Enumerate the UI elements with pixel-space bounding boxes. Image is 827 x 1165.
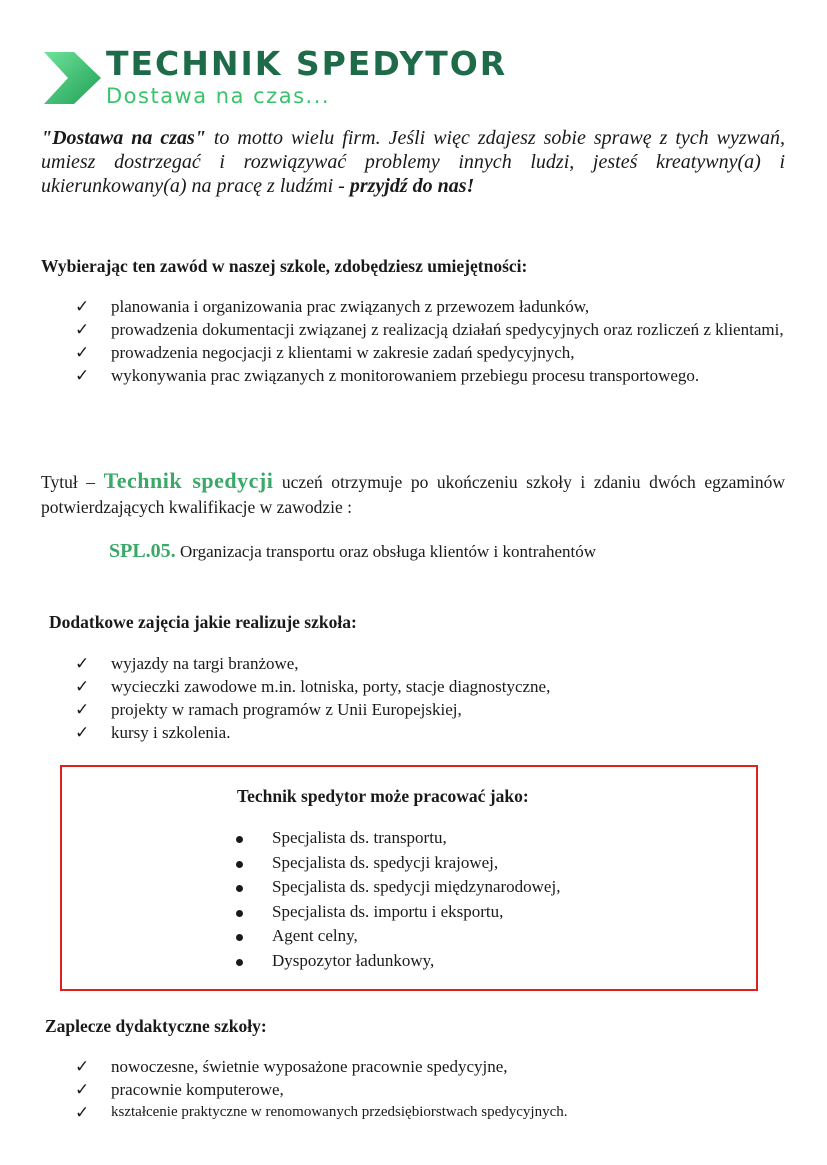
list-item bbox=[236, 826, 560, 851]
extra-list bbox=[41, 652, 785, 744]
facility-text: nowoczesne, świetnie wyposażone pracownie spedycyjne, bbox=[111, 1057, 508, 1076]
job-text: Specjalista ds. spedycji krajowej, bbox=[272, 852, 499, 872]
checkmark-icon: ✓ bbox=[75, 297, 90, 316]
checkmark-icon: ✓ bbox=[75, 366, 90, 385]
facility-text: pracownie komputerowe, bbox=[111, 1080, 284, 1099]
intro-text: to motto wielu firm. Jeśli więc zdajesz sobie sprawę z tych wyzwań, umiesz dostrzegać i rozwiązywać problemy innych ludzi, jesteś kreatywny(a) i ukierunkowany(a) na pracę z ludźmi - bbox=[41, 127, 785, 197]
skills-heading: Wybierając ten zawód w naszej szkole, zdobędziesz umiejętności: bbox=[41, 256, 528, 276]
list-item bbox=[41, 295, 785, 318]
job-text: Specjalista ds. spedycji międzynarodowej, bbox=[272, 877, 561, 896]
jobs-heading: Technik spedytor może pracować jako: bbox=[237, 786, 529, 806]
skill-text: planowania i organizowania prac związanych z przewozem ładunków, bbox=[111, 297, 590, 316]
bullet-icon bbox=[236, 934, 243, 941]
checkmark-icon: ✓ bbox=[75, 677, 90, 696]
job-text: Dyspozytor ładunkowy, bbox=[272, 950, 435, 970]
checkmark-icon: ✓ bbox=[75, 1057, 90, 1076]
skills-list bbox=[41, 295, 785, 387]
extra-text: kursy i szkolenia. bbox=[111, 723, 231, 742]
intro-quote: "Dostawa na czas" bbox=[41, 127, 206, 149]
list-item bbox=[41, 721, 785, 744]
list-item bbox=[41, 652, 785, 675]
skill-text: prowadzenia negocjacji z klientami w zakresie zadań spedycyjnych, bbox=[111, 343, 575, 362]
intro-cta: przyjdź do nas! bbox=[349, 175, 475, 197]
list-item bbox=[236, 900, 560, 925]
qualification-code: SPL.05. bbox=[109, 540, 176, 562]
intro-paragraph bbox=[41, 126, 785, 198]
checkmark-icon: ✓ bbox=[75, 343, 90, 362]
list-item bbox=[41, 1055, 785, 1078]
skill-text: wykonywania prac związanych z monitorowaniem przebiegu procesu transportowego. bbox=[111, 366, 700, 385]
list-item bbox=[41, 698, 785, 721]
checkmark-icon: ✓ bbox=[75, 1103, 90, 1122]
title-name: Technik spedycji bbox=[103, 468, 274, 493]
skill-text: prowadzenia dokumentacji związanej z realizacją działań spedycyjnych oraz rozliczeń z klientami, bbox=[111, 320, 784, 339]
bullet-icon bbox=[236, 861, 243, 868]
list-item bbox=[41, 675, 785, 698]
brand-title: TECHNIK SPEDYTOR bbox=[106, 44, 508, 83]
title-prefix: Tytuł – bbox=[41, 472, 104, 492]
job-text: Specjalista ds. transportu, bbox=[272, 828, 447, 847]
chevron-arrow-logo-icon bbox=[44, 50, 102, 106]
list-item bbox=[41, 364, 785, 387]
jobs-list bbox=[236, 826, 560, 973]
extra-text: wyjazdy na targi branżowe, bbox=[111, 654, 299, 673]
list-item bbox=[236, 924, 560, 949]
facility-text: kształcenie praktyczne w renomowanych przedsiębiorstwach spedycyjnych. bbox=[111, 1104, 568, 1120]
brand-subtitle: Dostawa na czas... bbox=[106, 84, 331, 108]
job-text: Agent celny, bbox=[272, 926, 358, 945]
checkmark-icon: ✓ bbox=[75, 320, 90, 339]
bullet-icon bbox=[236, 885, 243, 892]
bullet-icon bbox=[236, 836, 243, 843]
extra-text: wycieczki zawodowe m.in. lotniska, porty, stacje diagnostyczne, bbox=[111, 677, 551, 696]
title-paragraph bbox=[41, 468, 785, 520]
facilities-heading: Zaplecze dydaktyczne szkoły: bbox=[45, 1016, 267, 1036]
checkmark-icon: ✓ bbox=[75, 700, 90, 719]
list-item bbox=[41, 341, 785, 364]
list-item bbox=[236, 875, 560, 900]
list-item bbox=[41, 318, 785, 341]
title-suffix: uczeń otrzymuje po ukończeniu szkoły i zdaniu dwóch egzaminów potwierdzających kwalifikacje w zawodzie : bbox=[41, 472, 785, 517]
list-item bbox=[41, 1101, 785, 1124]
checkmark-icon: ✓ bbox=[75, 723, 90, 742]
facilities-list bbox=[41, 1055, 785, 1124]
list-item bbox=[236, 851, 560, 876]
job-text: Specjalista ds. importu i eksportu, bbox=[272, 901, 504, 921]
qualification-line bbox=[109, 540, 596, 563]
extra-text: projekty w ramach programów z Unii Europejskiej, bbox=[111, 700, 462, 719]
qualification-name: Organizacja transportu oraz obsługa klientów i kontrahentów bbox=[175, 542, 596, 561]
bullet-icon bbox=[236, 910, 243, 917]
list-item bbox=[236, 949, 560, 974]
checkmark-icon: ✓ bbox=[75, 654, 90, 673]
extra-heading: Dodatkowe zajęcia jakie realizuje szkoła: bbox=[49, 612, 357, 632]
list-item bbox=[41, 1078, 785, 1101]
bullet-icon bbox=[236, 959, 243, 966]
checkmark-icon: ✓ bbox=[75, 1080, 90, 1099]
